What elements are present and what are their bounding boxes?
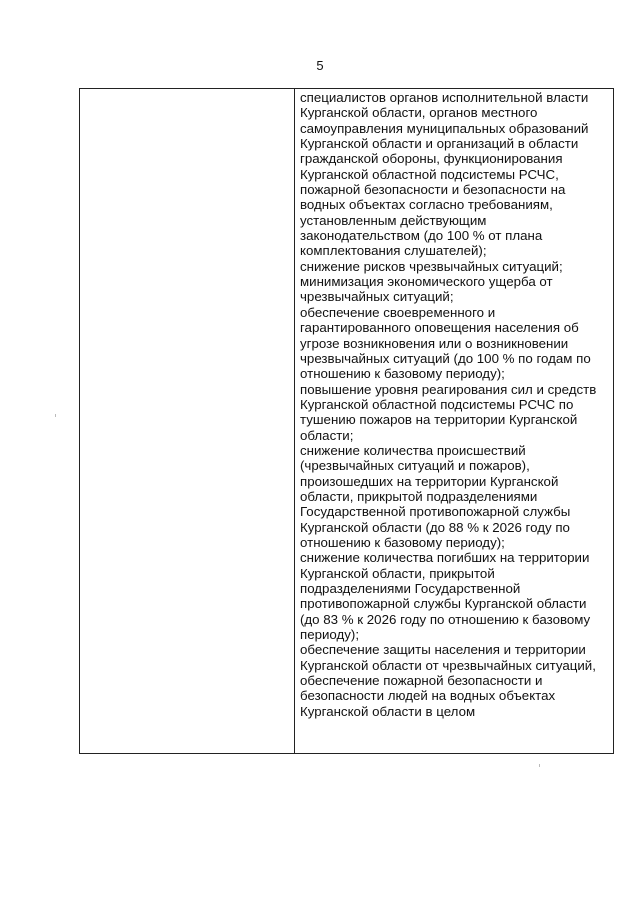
- text-line: Курганской области от чрезвычайных ситуаций,: [300, 657, 596, 673]
- text-line: Курганской области (до 88 % к 2026 году по: [300, 519, 570, 535]
- text-line: Курганской области, органов местного: [300, 105, 538, 121]
- text-line: безопасности людей на водных объектах: [300, 688, 556, 704]
- text-line: снижение количества происшествий: [300, 442, 526, 458]
- text-line: установленным действующим: [300, 212, 487, 228]
- text-line: пожарной безопасности и безопасности на: [300, 182, 566, 198]
- text-line: гарантированного оповещения населения об: [300, 320, 579, 336]
- table-left-cell: [80, 89, 295, 753]
- text-line: периоду);: [300, 627, 360, 643]
- text-line: (чрезвычайных ситуаций и пожаров),: [300, 458, 530, 474]
- text-line: законодательством (до 100 % от плана: [300, 228, 543, 244]
- text-line: области, прикрытой подразделениями: [300, 488, 538, 504]
- text-line: Курганской областной подсистемы РСЧС по: [300, 396, 574, 412]
- text-line: обеспечение защиты населения и территории: [300, 642, 586, 658]
- text-line: обеспечение своевременного и: [300, 304, 496, 320]
- text-line: отношению к базовому периоду);: [300, 366, 505, 382]
- text-line: чрезвычайных ситуаций;: [300, 289, 454, 305]
- text-line: тушению пожаров на территории Курганской: [300, 412, 578, 428]
- text-line: Курганской области в целом: [300, 703, 476, 719]
- text-line: обеспечение пожарной безопасности и: [300, 673, 543, 689]
- text-line: гражданской обороны, функционирования: [300, 151, 563, 167]
- text-line: повышение уровня реагирования сил и средств: [300, 381, 597, 397]
- text-line: области;: [300, 427, 354, 443]
- text-line: Курганской области, прикрытой: [300, 565, 495, 581]
- text-line: комплектования слушателей);: [300, 243, 487, 259]
- text-line: произошедших на территории Курганской: [300, 473, 559, 489]
- text-line: (до 83 % к 2026 году по отношению к базовому: [300, 611, 591, 627]
- page-number: 5: [316, 58, 324, 73]
- table-right-cell: [300, 90, 612, 719]
- text-line: Курганской областной подсистемы РСЧС,: [300, 166, 559, 182]
- text-line: Курганской области и организаций в области: [300, 136, 579, 152]
- text-line: подразделениями Государственной: [300, 581, 521, 596]
- text-line: самоуправления муниципальных образований: [300, 120, 589, 136]
- text-line: водных объектах согласно требованиям,: [300, 197, 553, 213]
- text-line: Государственной противопожарной службы: [300, 504, 571, 520]
- text-line: снижение количества погибших на территории: [300, 550, 590, 566]
- text-line: чрезвычайных ситуаций (до 100 % по годам по: [300, 350, 591, 366]
- scan-artifact: [539, 764, 540, 767]
- document-table: [79, 88, 614, 754]
- text-line: противопожарной службы Курганской области: [300, 596, 587, 612]
- text-line: снижение рисков чрезвычайных ситуаций;: [300, 258, 563, 274]
- text-line: специалистов органов исполнительной власти: [300, 90, 589, 105]
- text-line: отношению к базовому периоду);: [300, 534, 505, 550]
- text-line: угрозе возникновения или о возникновении: [300, 335, 569, 351]
- text-line: минимизация экономического ущерба от: [300, 274, 553, 290]
- scan-artifact: [55, 414, 56, 417]
